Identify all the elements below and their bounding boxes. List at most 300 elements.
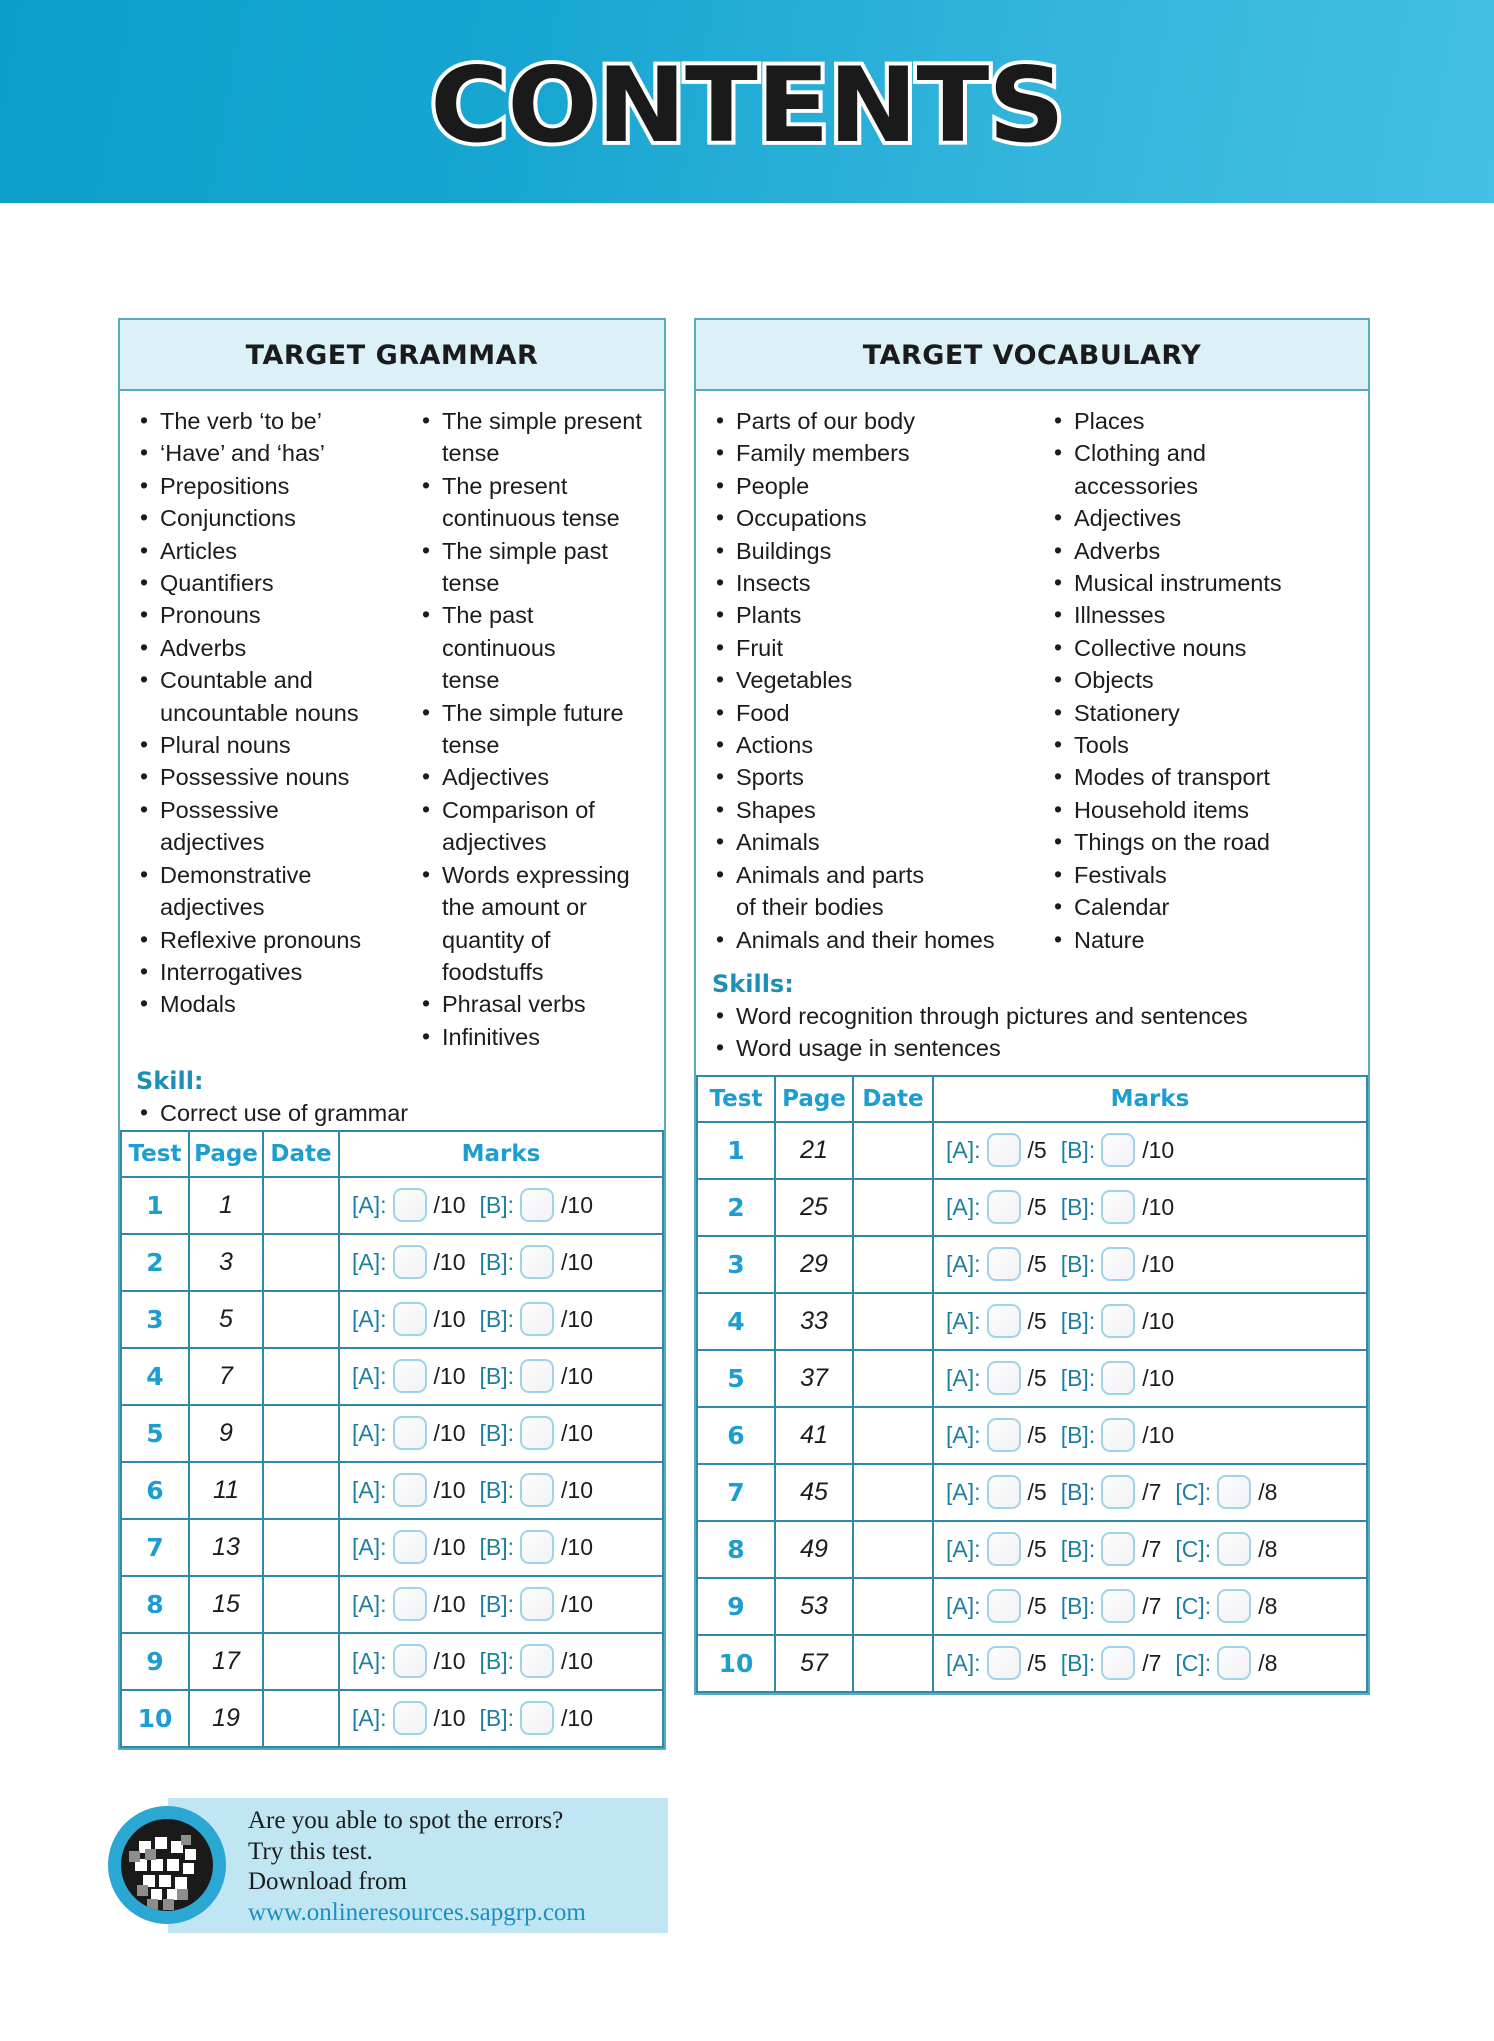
table-row xyxy=(121,1405,663,1462)
vocab-topic-item: • Stationery xyxy=(1048,697,1354,729)
mark-group xyxy=(1175,1532,1277,1566)
vocab-topic-list-1 xyxy=(710,405,1048,956)
table-row xyxy=(697,1293,1367,1350)
promo-text-block xyxy=(248,1806,586,1928)
mark-score-box[interactable] xyxy=(393,1587,427,1621)
cell-page-number: 21 xyxy=(775,1122,853,1179)
cell-marks xyxy=(339,1348,663,1405)
grammar-table-body xyxy=(121,1177,663,1747)
mark-section-label: [A]: xyxy=(946,1250,981,1277)
cell-date-input[interactable] xyxy=(263,1348,339,1405)
grammar-skill-list xyxy=(134,1097,650,1129)
vocab-topic-item: • Vegetables xyxy=(710,664,1048,696)
mark-group xyxy=(946,1247,1047,1281)
mark-group xyxy=(480,1587,594,1621)
vocab-topic-item: • Adverbs xyxy=(1048,535,1354,567)
mark-group xyxy=(1061,1589,1162,1623)
table-row xyxy=(697,1236,1367,1293)
vocab-topic-item: • Clothing and xyxy=(1048,437,1354,469)
mark-section-label: [A]: xyxy=(352,1647,387,1674)
qr-cell xyxy=(181,1835,191,1845)
cell-marks xyxy=(933,1578,1367,1635)
cell-page-number: 25 xyxy=(775,1179,853,1236)
cell-page-number: 33 xyxy=(775,1293,853,1350)
cell-marks xyxy=(933,1407,1367,1464)
mark-total-label: /7 xyxy=(1142,1649,1162,1676)
mark-score-box[interactable] xyxy=(987,1589,1021,1623)
mark-score-box[interactable] xyxy=(987,1361,1021,1395)
grammar-topic-columns xyxy=(134,405,650,1053)
mark-total-label: /10 xyxy=(433,1476,466,1503)
cell-test-number: 10 xyxy=(697,1635,775,1692)
cell-marks xyxy=(339,1519,663,1576)
cell-date-input[interactable] xyxy=(263,1234,339,1291)
mark-total-label: /10 xyxy=(561,1704,593,1731)
grammar-topic-item: • Possessive xyxy=(134,794,416,826)
grammar-topic-item: adjectives xyxy=(160,829,265,856)
qr-cell xyxy=(167,1859,179,1871)
cell-page-number: 1 xyxy=(189,1177,263,1234)
mark-section-label: [B]: xyxy=(479,1476,515,1503)
column-header-test: Test xyxy=(121,1131,189,1177)
cell-marks xyxy=(339,1633,663,1690)
mark-score-box[interactable] xyxy=(520,1359,554,1393)
column-header-page: Page xyxy=(775,1076,853,1122)
vocab-skill-item: • Word usage in sentences xyxy=(710,1032,1354,1064)
mark-total-label: /10 xyxy=(561,1419,593,1446)
mark-group xyxy=(352,1245,466,1279)
cell-date-input[interactable] xyxy=(263,1633,339,1690)
cell-test-number: 5 xyxy=(121,1405,189,1462)
cell-date-input[interactable] xyxy=(853,1350,933,1407)
mark-score-box[interactable] xyxy=(520,1473,554,1507)
cell-page-number: 29 xyxy=(775,1236,853,1293)
mark-score-box[interactable] xyxy=(1217,1475,1251,1509)
mark-section-label: [A]: xyxy=(946,1649,981,1676)
mark-group xyxy=(352,1587,466,1621)
mark-group xyxy=(946,1532,1047,1566)
mark-total-label: /10 xyxy=(433,1533,466,1560)
mark-section-label: [A]: xyxy=(946,1535,981,1562)
mark-group xyxy=(1061,1418,1175,1452)
mark-score-box[interactable] xyxy=(1101,1133,1135,1167)
grammar-topic-item: • Words expressing xyxy=(416,859,650,891)
table-row xyxy=(121,1633,663,1690)
grammar-topic-list-1 xyxy=(134,405,416,1021)
vocab-topic-item: • Collective nouns xyxy=(1048,632,1354,664)
mark-score-box[interactable] xyxy=(987,1190,1021,1224)
mark-score-box[interactable] xyxy=(1101,1589,1135,1623)
grammar-skill-item: • Correct use of grammar xyxy=(134,1097,650,1129)
qr-cell xyxy=(163,1899,174,1910)
mark-total-label: /10 xyxy=(433,1590,466,1617)
grammar-topic-item: uncountable nouns xyxy=(160,699,359,726)
mark-section-label: [B]: xyxy=(479,1305,515,1332)
grammar-topic-item: • Quantifiers xyxy=(134,567,416,599)
mark-score-box[interactable] xyxy=(1101,1532,1135,1566)
table-row xyxy=(121,1576,663,1633)
mark-total-label: /10 xyxy=(433,1191,466,1218)
mark-section-label: [B]: xyxy=(479,1419,515,1446)
mark-group xyxy=(1061,1532,1162,1566)
cell-date-input[interactable] xyxy=(853,1122,933,1179)
cell-page-number: 5 xyxy=(189,1291,263,1348)
cell-date-input[interactable] xyxy=(263,1462,339,1519)
grammar-topic-item: • Countable and xyxy=(134,664,416,696)
grammar-topic-item: • Pronouns xyxy=(134,599,416,631)
table-row xyxy=(697,1578,1367,1635)
mark-section-label: [B]: xyxy=(479,1647,515,1674)
mark-group xyxy=(946,1133,1047,1167)
vocab-topic-item: • Places xyxy=(1048,405,1354,437)
cell-marks xyxy=(339,1462,663,1519)
mark-total-label: /10 xyxy=(561,1248,593,1275)
mark-group xyxy=(480,1530,594,1564)
mark-score-box[interactable] xyxy=(987,1475,1021,1509)
promo-url-link[interactable]: www.onlineresources.sapgrp.com xyxy=(248,1898,586,1926)
mark-group xyxy=(1061,1304,1175,1338)
grammar-topic-item: • Prepositions xyxy=(134,470,416,502)
cell-marks xyxy=(933,1293,1367,1350)
promo-line-3: Download from xyxy=(248,1868,407,1895)
grammar-topic-item: tense xyxy=(442,667,500,694)
grammar-topic-item: • Conjunctions xyxy=(134,502,416,534)
mark-group xyxy=(946,1418,1047,1452)
cell-date-input[interactable] xyxy=(853,1407,933,1464)
vocab-table-wrapper xyxy=(696,1075,1368,1693)
grammar-topic-item: • Plural nouns xyxy=(134,729,416,761)
mark-score-box[interactable] xyxy=(520,1245,554,1279)
grammar-topic-item: • Possessive nouns xyxy=(134,761,416,793)
qr-cell xyxy=(147,1899,158,1910)
qr-cell xyxy=(129,1851,140,1862)
mark-total-label: /10 xyxy=(1142,1136,1175,1163)
mark-section-label: [B]: xyxy=(479,1704,515,1731)
table-row xyxy=(697,1521,1367,1578)
cell-date-input[interactable] xyxy=(263,1405,339,1462)
mark-total-label: /5 xyxy=(1027,1250,1047,1277)
cell-page-number: 49 xyxy=(775,1521,853,1578)
grammar-topic-item: • Reflexive pronouns xyxy=(134,924,416,956)
mark-section-label: [A]: xyxy=(352,1305,387,1332)
mark-total-label: /10 xyxy=(433,1305,466,1332)
mark-score-box[interactable] xyxy=(1101,1190,1135,1224)
cell-test-number: 9 xyxy=(121,1633,189,1690)
cell-test-number: 2 xyxy=(121,1234,189,1291)
cell-date-input[interactable] xyxy=(853,1179,933,1236)
mark-score-box[interactable] xyxy=(393,1644,427,1678)
vocab-skill-label: Skills: xyxy=(712,969,794,998)
mark-group xyxy=(480,1302,594,1336)
mark-group xyxy=(946,1475,1047,1509)
vocab-topic-item: accessories xyxy=(1074,472,1199,499)
promo-line-2: Try this test. xyxy=(248,1837,373,1865)
mark-section-label: [B]: xyxy=(1060,1592,1096,1619)
cell-page-number: 3 xyxy=(189,1234,263,1291)
grammar-topic-list-2 xyxy=(416,405,650,1053)
cell-date-input[interactable] xyxy=(853,1464,933,1521)
grammar-table-wrapper xyxy=(120,1130,664,1748)
mark-score-box[interactable] xyxy=(987,1304,1021,1338)
grammar-topic-item: continuous tense xyxy=(442,505,620,532)
mark-section-label: [B]: xyxy=(1060,1250,1096,1277)
mark-section-label: [A]: xyxy=(352,1419,387,1446)
table-header-row xyxy=(121,1131,663,1177)
cell-test-number: 9 xyxy=(697,1578,775,1635)
mark-score-box[interactable] xyxy=(1217,1646,1251,1680)
cell-marks xyxy=(933,1236,1367,1293)
grammar-topic-item: • The simple past xyxy=(416,535,650,567)
mark-group xyxy=(1175,1475,1277,1509)
cell-date-input[interactable] xyxy=(263,1519,339,1576)
cell-date-input[interactable] xyxy=(263,1177,339,1234)
grammar-topic-item: tense xyxy=(442,440,500,467)
grammar-topic-item: • Interrogatives xyxy=(134,956,416,988)
mark-group xyxy=(1061,1361,1175,1395)
mark-score-box[interactable] xyxy=(1101,1247,1135,1281)
grammar-topic-item: tense xyxy=(442,570,500,597)
mark-score-box[interactable] xyxy=(520,1701,554,1735)
grammar-topic-item: adjectives xyxy=(442,829,547,856)
mark-total-label: /7 xyxy=(1142,1478,1162,1505)
vocab-topic-item: • Animals and parts xyxy=(710,859,1048,891)
cell-marks xyxy=(339,1291,663,1348)
mark-score-box[interactable] xyxy=(393,1530,427,1564)
column-header-date: Date xyxy=(853,1076,933,1122)
cell-date-input[interactable] xyxy=(853,1293,933,1350)
grammar-topic-item: • Articles xyxy=(134,535,416,567)
grammar-topic-item: • Modals xyxy=(134,988,416,1020)
qr-cell xyxy=(185,1849,196,1860)
cell-test-number: 7 xyxy=(121,1519,189,1576)
mark-score-box[interactable] xyxy=(987,1247,1021,1281)
mark-total-label: /7 xyxy=(1142,1592,1162,1619)
table-row xyxy=(697,1350,1367,1407)
mark-section-label: [A]: xyxy=(352,1248,387,1275)
mark-section-label: [B]: xyxy=(1060,1136,1096,1163)
mark-section-label: [C]: xyxy=(1175,1478,1212,1505)
table-row xyxy=(697,1179,1367,1236)
mark-score-box[interactable] xyxy=(1217,1589,1251,1623)
vocab-topic-item: • Fruit xyxy=(710,632,1048,664)
mark-group xyxy=(480,1701,594,1735)
qr-cell xyxy=(177,1889,188,1900)
mark-score-box[interactable] xyxy=(393,1245,427,1279)
column-header-marks: Marks xyxy=(339,1131,663,1177)
table-row xyxy=(121,1690,663,1747)
cell-page-number: 53 xyxy=(775,1578,853,1635)
mark-group xyxy=(352,1644,466,1678)
table-row xyxy=(121,1462,663,1519)
cell-date-input[interactable] xyxy=(853,1236,933,1293)
cell-marks xyxy=(339,1234,663,1291)
cell-date-input[interactable] xyxy=(263,1576,339,1633)
cell-page-number: 9 xyxy=(189,1405,263,1462)
mark-score-box[interactable] xyxy=(987,1646,1021,1680)
mark-score-box[interactable] xyxy=(393,1302,427,1336)
mark-total-label: /10 xyxy=(1142,1193,1175,1220)
mark-group xyxy=(352,1302,466,1336)
grammar-topic-item: • The past continuous xyxy=(416,599,650,664)
mark-total-label: /10 xyxy=(561,1647,593,1674)
qr-cell xyxy=(159,1875,171,1887)
cell-test-number: 8 xyxy=(121,1576,189,1633)
promo-line-1: Are you able to spot the errors? xyxy=(248,1807,564,1834)
cell-test-number: 4 xyxy=(121,1348,189,1405)
mark-total-label: /8 xyxy=(1258,1478,1278,1505)
page-title: CONTENTS xyxy=(430,45,1064,166)
mark-score-box[interactable] xyxy=(987,1532,1021,1566)
mark-group xyxy=(1061,1190,1175,1224)
grammar-topic-item: • ‘Have’ and ‘has’ xyxy=(134,437,416,469)
vocab-topic-item: • Festivals xyxy=(1048,859,1354,891)
mark-score-box[interactable] xyxy=(520,1644,554,1678)
mark-section-label: [B]: xyxy=(479,1590,515,1617)
column-header-page: Page xyxy=(189,1131,263,1177)
mark-section-label: [A]: xyxy=(352,1191,387,1218)
vocab-topic-item: • Tools xyxy=(1048,729,1354,761)
mark-total-label: /10 xyxy=(1142,1364,1175,1391)
mark-total-label: /5 xyxy=(1027,1592,1047,1619)
grammar-topic-item: • The present xyxy=(416,470,650,502)
mark-total-label: /10 xyxy=(433,1704,466,1731)
mark-score-box[interactable] xyxy=(1217,1532,1251,1566)
cell-marks xyxy=(933,1350,1367,1407)
vocab-topic-item: • Parts of our body xyxy=(710,405,1048,437)
mark-section-label: [B]: xyxy=(1060,1364,1096,1391)
mark-group xyxy=(352,1530,466,1564)
mark-score-box[interactable] xyxy=(520,1530,554,1564)
cell-test-number: 1 xyxy=(697,1122,775,1179)
mark-score-box[interactable] xyxy=(1101,1361,1135,1395)
cell-date-input[interactable] xyxy=(263,1690,339,1747)
page-header xyxy=(0,0,1494,203)
mark-total-label: /8 xyxy=(1258,1592,1278,1619)
mark-group xyxy=(480,1359,594,1393)
grammar-table-header xyxy=(121,1131,663,1177)
grammar-topic-item: adjectives xyxy=(160,894,265,921)
mark-group xyxy=(352,1701,466,1735)
qr-cell xyxy=(175,1877,187,1889)
vocab-topic-columns xyxy=(710,405,1354,956)
vocab-topic-item: • Family members xyxy=(710,437,1048,469)
vocab-topic-item: • Nature xyxy=(1048,924,1354,956)
cell-test-number: 6 xyxy=(697,1407,775,1464)
cell-test-number: 3 xyxy=(121,1291,189,1348)
grammar-topic-item: • Comparison of xyxy=(416,794,650,826)
mark-score-box[interactable] xyxy=(520,1302,554,1336)
cell-date-input[interactable] xyxy=(853,1635,933,1692)
mark-section-label: [C]: xyxy=(1175,1535,1212,1562)
vocab-topic-item: • Things on the road xyxy=(1048,826,1354,858)
table-row xyxy=(121,1177,663,1234)
grammar-topic-item: • The simple future xyxy=(416,697,650,729)
table-row xyxy=(121,1291,663,1348)
mark-group xyxy=(1061,1475,1162,1509)
grammar-topic-item: • Demonstrative xyxy=(134,859,416,891)
cell-date-input[interactable] xyxy=(853,1521,933,1578)
grammar-topic-item: • The verb ‘to be’ xyxy=(134,405,416,437)
mark-section-label: [A]: xyxy=(352,1590,387,1617)
mark-score-box[interactable] xyxy=(1101,1475,1135,1509)
target-vocabulary-heading: TARGET VOCABULARY xyxy=(696,320,1368,391)
mark-score-box[interactable] xyxy=(987,1418,1021,1452)
mark-score-box[interactable] xyxy=(520,1188,554,1222)
mark-total-label: /10 xyxy=(433,1248,466,1275)
mark-score-box[interactable] xyxy=(1101,1418,1135,1452)
mark-total-label: /5 xyxy=(1027,1535,1047,1562)
mark-section-label: [B]: xyxy=(479,1191,515,1218)
mark-section-label: [B]: xyxy=(1060,1193,1096,1220)
grammar-topic-item: the amount or xyxy=(442,894,588,921)
mark-section-label: [C]: xyxy=(1175,1592,1212,1619)
mark-section-label: [B]: xyxy=(479,1248,515,1275)
cell-test-number: 7 xyxy=(697,1464,775,1521)
mark-score-box[interactable] xyxy=(520,1416,554,1450)
mark-total-label: /5 xyxy=(1027,1307,1047,1334)
mark-total-label: /5 xyxy=(1027,1364,1047,1391)
cell-page-number: 11 xyxy=(189,1462,263,1519)
cell-test-number: 1 xyxy=(121,1177,189,1234)
vocabulary-marks-table xyxy=(696,1075,1368,1693)
mark-score-box[interactable] xyxy=(393,1473,427,1507)
mark-score-box[interactable] xyxy=(1101,1646,1135,1680)
cell-page-number: 41 xyxy=(775,1407,853,1464)
mark-group xyxy=(946,1589,1047,1623)
mark-group xyxy=(946,1646,1047,1680)
mark-score-box[interactable] xyxy=(520,1587,554,1621)
mark-section-label: [A]: xyxy=(352,1362,387,1389)
cell-date-input[interactable] xyxy=(263,1291,339,1348)
target-grammar-panel xyxy=(118,318,666,1750)
mark-score-box[interactable] xyxy=(393,1188,427,1222)
mark-total-label: /10 xyxy=(433,1647,466,1674)
cell-page-number: 7 xyxy=(189,1348,263,1405)
vocab-table-body xyxy=(697,1122,1367,1692)
mark-group xyxy=(1061,1247,1175,1281)
mark-section-label: [B]: xyxy=(479,1533,515,1560)
cell-marks xyxy=(933,1635,1367,1692)
mark-score-box[interactable] xyxy=(393,1359,427,1393)
mark-section-label: [A]: xyxy=(946,1478,981,1505)
mark-section-label: [B]: xyxy=(1060,1649,1096,1676)
mark-score-box[interactable] xyxy=(393,1416,427,1450)
mark-section-label: [A]: xyxy=(352,1476,387,1503)
mark-section-label: [A]: xyxy=(352,1704,387,1731)
vocab-topic-item: • Calendar xyxy=(1048,891,1354,923)
mark-score-box[interactable] xyxy=(393,1701,427,1735)
cell-page-number: 45 xyxy=(775,1464,853,1521)
table-row xyxy=(697,1635,1367,1692)
table-row xyxy=(697,1464,1367,1521)
mark-section-label: [B]: xyxy=(1060,1307,1096,1334)
vocab-topic-item: • Animals xyxy=(710,826,1048,858)
cell-marks xyxy=(339,1177,663,1234)
cell-date-input[interactable] xyxy=(853,1578,933,1635)
mark-score-box[interactable] xyxy=(1101,1304,1135,1338)
mark-group xyxy=(480,1473,594,1507)
mark-group xyxy=(352,1359,466,1393)
qr-cell xyxy=(183,1863,194,1874)
vocab-skill-list xyxy=(710,1000,1354,1065)
cell-marks xyxy=(339,1576,663,1633)
table-row xyxy=(121,1234,663,1291)
mark-group xyxy=(946,1304,1047,1338)
mark-section-label: [A]: xyxy=(946,1136,981,1163)
mark-group xyxy=(480,1644,594,1678)
mark-score-box[interactable] xyxy=(987,1133,1021,1167)
mark-section-label: [A]: xyxy=(352,1533,387,1560)
